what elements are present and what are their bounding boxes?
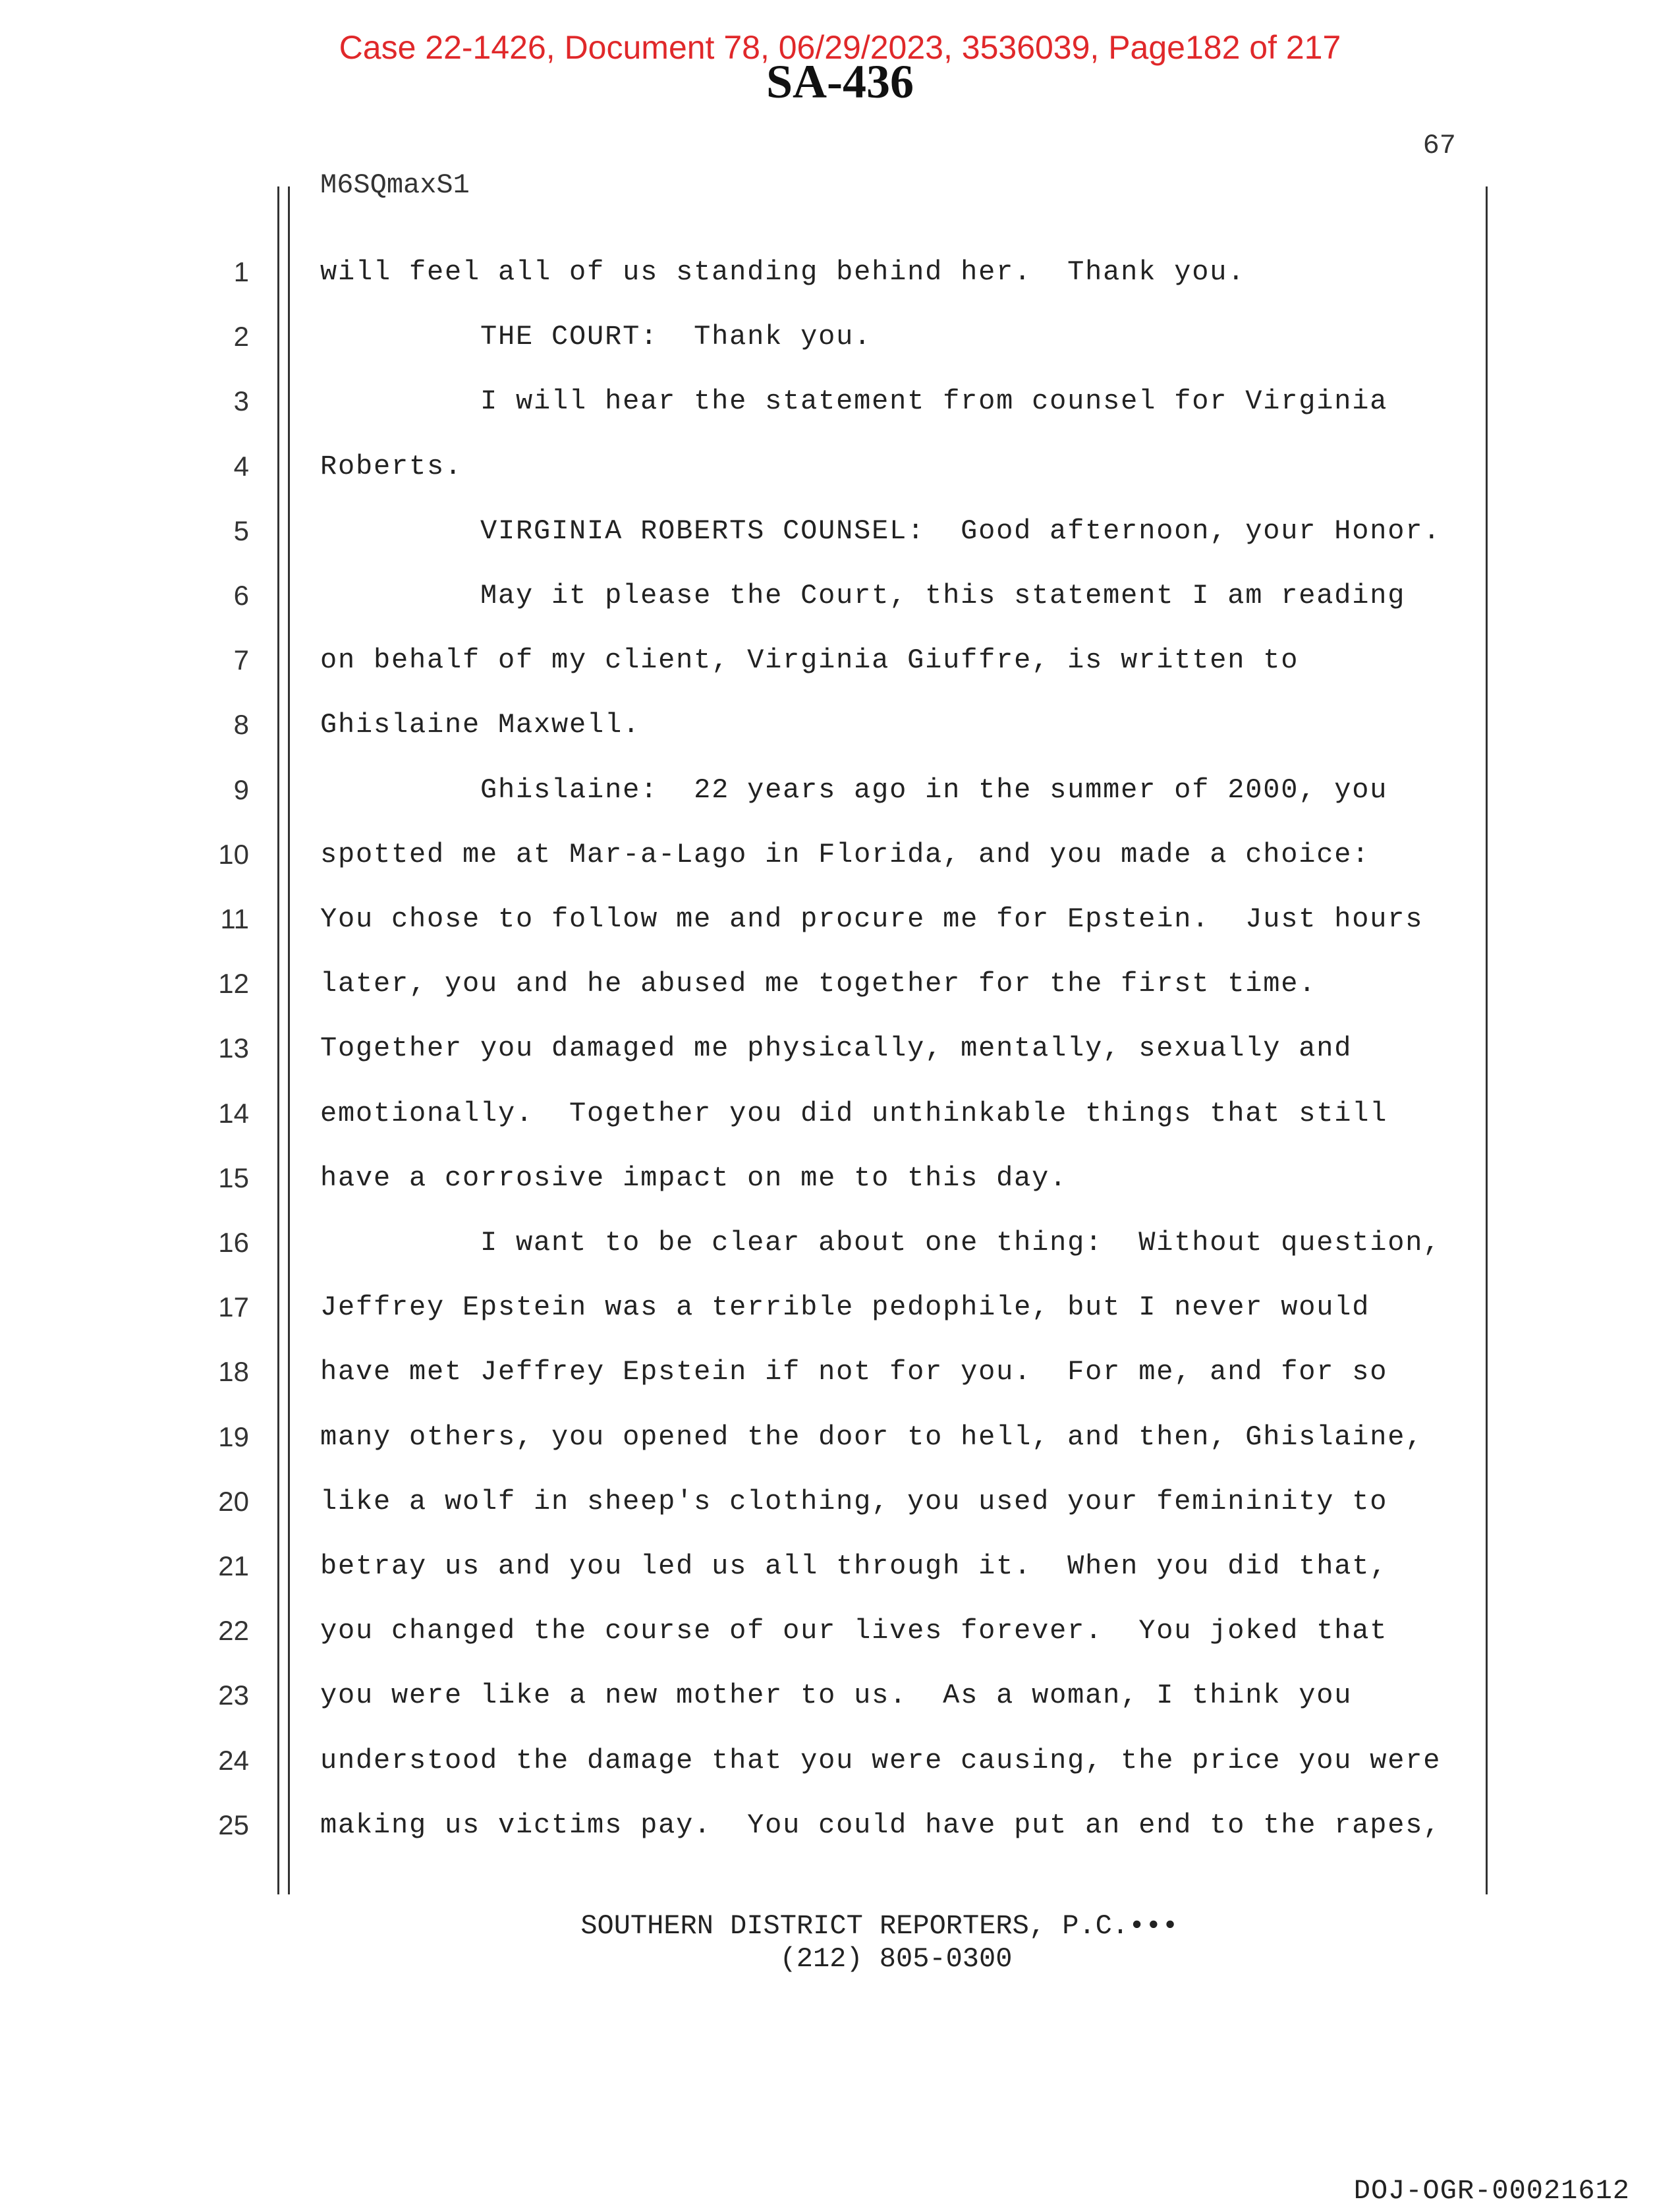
line-number: 3 <box>233 385 249 416</box>
sa-page-number: SA-436 <box>766 55 914 108</box>
line-number: 18 <box>218 1356 249 1387</box>
left-margin-rule-outer <box>277 186 279 1894</box>
transcript-line: betray us and you led us all through it. When you did that, <box>320 1550 1388 1582</box>
transcript-line: on behalf of my client, Virginia Giuffre, is written to <box>320 644 1299 676</box>
transcript-line: Roberts. <box>320 451 463 482</box>
line-number: 10 <box>218 839 249 870</box>
transcript-line: emotionally. Together you did unthinkable things that still <box>320 1098 1388 1129</box>
line-number: 14 <box>218 1098 249 1129</box>
transcript-line: THE COURT: Thank you. <box>320 321 872 353</box>
transcript-line: you were like a new mother to us. As a woman, I think you <box>320 1680 1353 1711</box>
line-number: 4 <box>233 451 249 482</box>
transcript-line: later, you and he abused me together for the first time. <box>320 968 1317 1000</box>
line-number: 16 <box>218 1227 249 1258</box>
reporter-phone: (212) 805-0300 <box>779 1943 1013 1975</box>
line-number: 6 <box>233 580 249 611</box>
line-number: 15 <box>218 1162 249 1193</box>
line-number: 11 <box>220 903 249 934</box>
line-number: 13 <box>218 1033 249 1063</box>
transcript-line: many others, you opened the door to hell, and then, Ghislaine, <box>320 1421 1424 1453</box>
transcript-line: making us victims pay. You could have put an end to the rapes, <box>320 1809 1442 1841</box>
line-number: 1 <box>233 256 249 287</box>
case-header: Case 22-1426, Document 78, 06/29/2023, 3536039, Page182 of 217 <box>339 29 1341 66</box>
left-margin-rule-inner <box>288 186 290 1894</box>
transcript-line: Jeffrey Epstein was a terrible pedophile, but I never would <box>320 1291 1370 1323</box>
line-number: 23 <box>218 1680 249 1711</box>
line-number: 25 <box>218 1809 249 1840</box>
line-number: 20 <box>218 1486 249 1517</box>
line-number: 24 <box>218 1745 249 1776</box>
line-number: 19 <box>218 1421 249 1452</box>
transcript-line: Together you damaged me physically, mentally, sexually and <box>320 1033 1353 1064</box>
transcript-line: have a corrosive impact on me to this day. <box>320 1162 1068 1194</box>
line-number: 12 <box>218 968 249 999</box>
transcript-line: I will hear the statement from counsel for Virginia <box>320 385 1388 417</box>
transcript-line: VIRGINIA ROBERTS COUNSEL: Good afternoon, your Honor. <box>320 515 1442 547</box>
line-number: 17 <box>218 1291 249 1322</box>
transcript-line: You chose to follow me and procure me for Epstein. Just hours <box>320 903 1424 935</box>
line-number: 9 <box>233 774 249 805</box>
transcript-line: I want to be clear about one thing: Without question, <box>320 1227 1442 1259</box>
transcript-line: May it please the Court, this statement I am reading <box>320 580 1406 611</box>
transcript-line: understood the damage that you were causing, the price you were <box>320 1745 1442 1776</box>
line-number: 7 <box>233 644 249 675</box>
line-number: 8 <box>233 709 249 740</box>
transcript-line: have met Jeffrey Epstein if not for you. For me, and for so <box>320 1356 1388 1388</box>
transcript-line: you changed the course of our lives forever. You joked that <box>320 1615 1388 1647</box>
line-number: 22 <box>218 1615 249 1646</box>
right-margin-rule <box>1486 186 1488 1894</box>
line-number: 2 <box>233 321 249 352</box>
transcript-line: will feel all of us standing behind her. Thank you. <box>320 256 1246 288</box>
bates-number: DOJ-OGR-00021612 <box>1353 2175 1630 2207</box>
transcript-line: Ghislaine Maxwell. <box>320 709 641 741</box>
transcript-line: spotted me at Mar-a-Lago in Florida, and you made a choice: <box>320 839 1370 870</box>
line-number: 21 <box>218 1550 249 1581</box>
reporter-name: SOUTHERN DISTRICT REPORTERS, P.C.••• <box>580 1910 1179 1942</box>
transcript-line: like a wolf in sheep's clothing, you used your femininity to <box>320 1486 1388 1517</box>
line-number: 5 <box>233 515 249 546</box>
transcript-line: Ghislaine: 22 years ago in the summer of 2000, you <box>320 774 1388 806</box>
case-reference: M6SQmaxS1 <box>320 169 470 201</box>
transcript-page-number: 67 <box>1422 130 1456 161</box>
